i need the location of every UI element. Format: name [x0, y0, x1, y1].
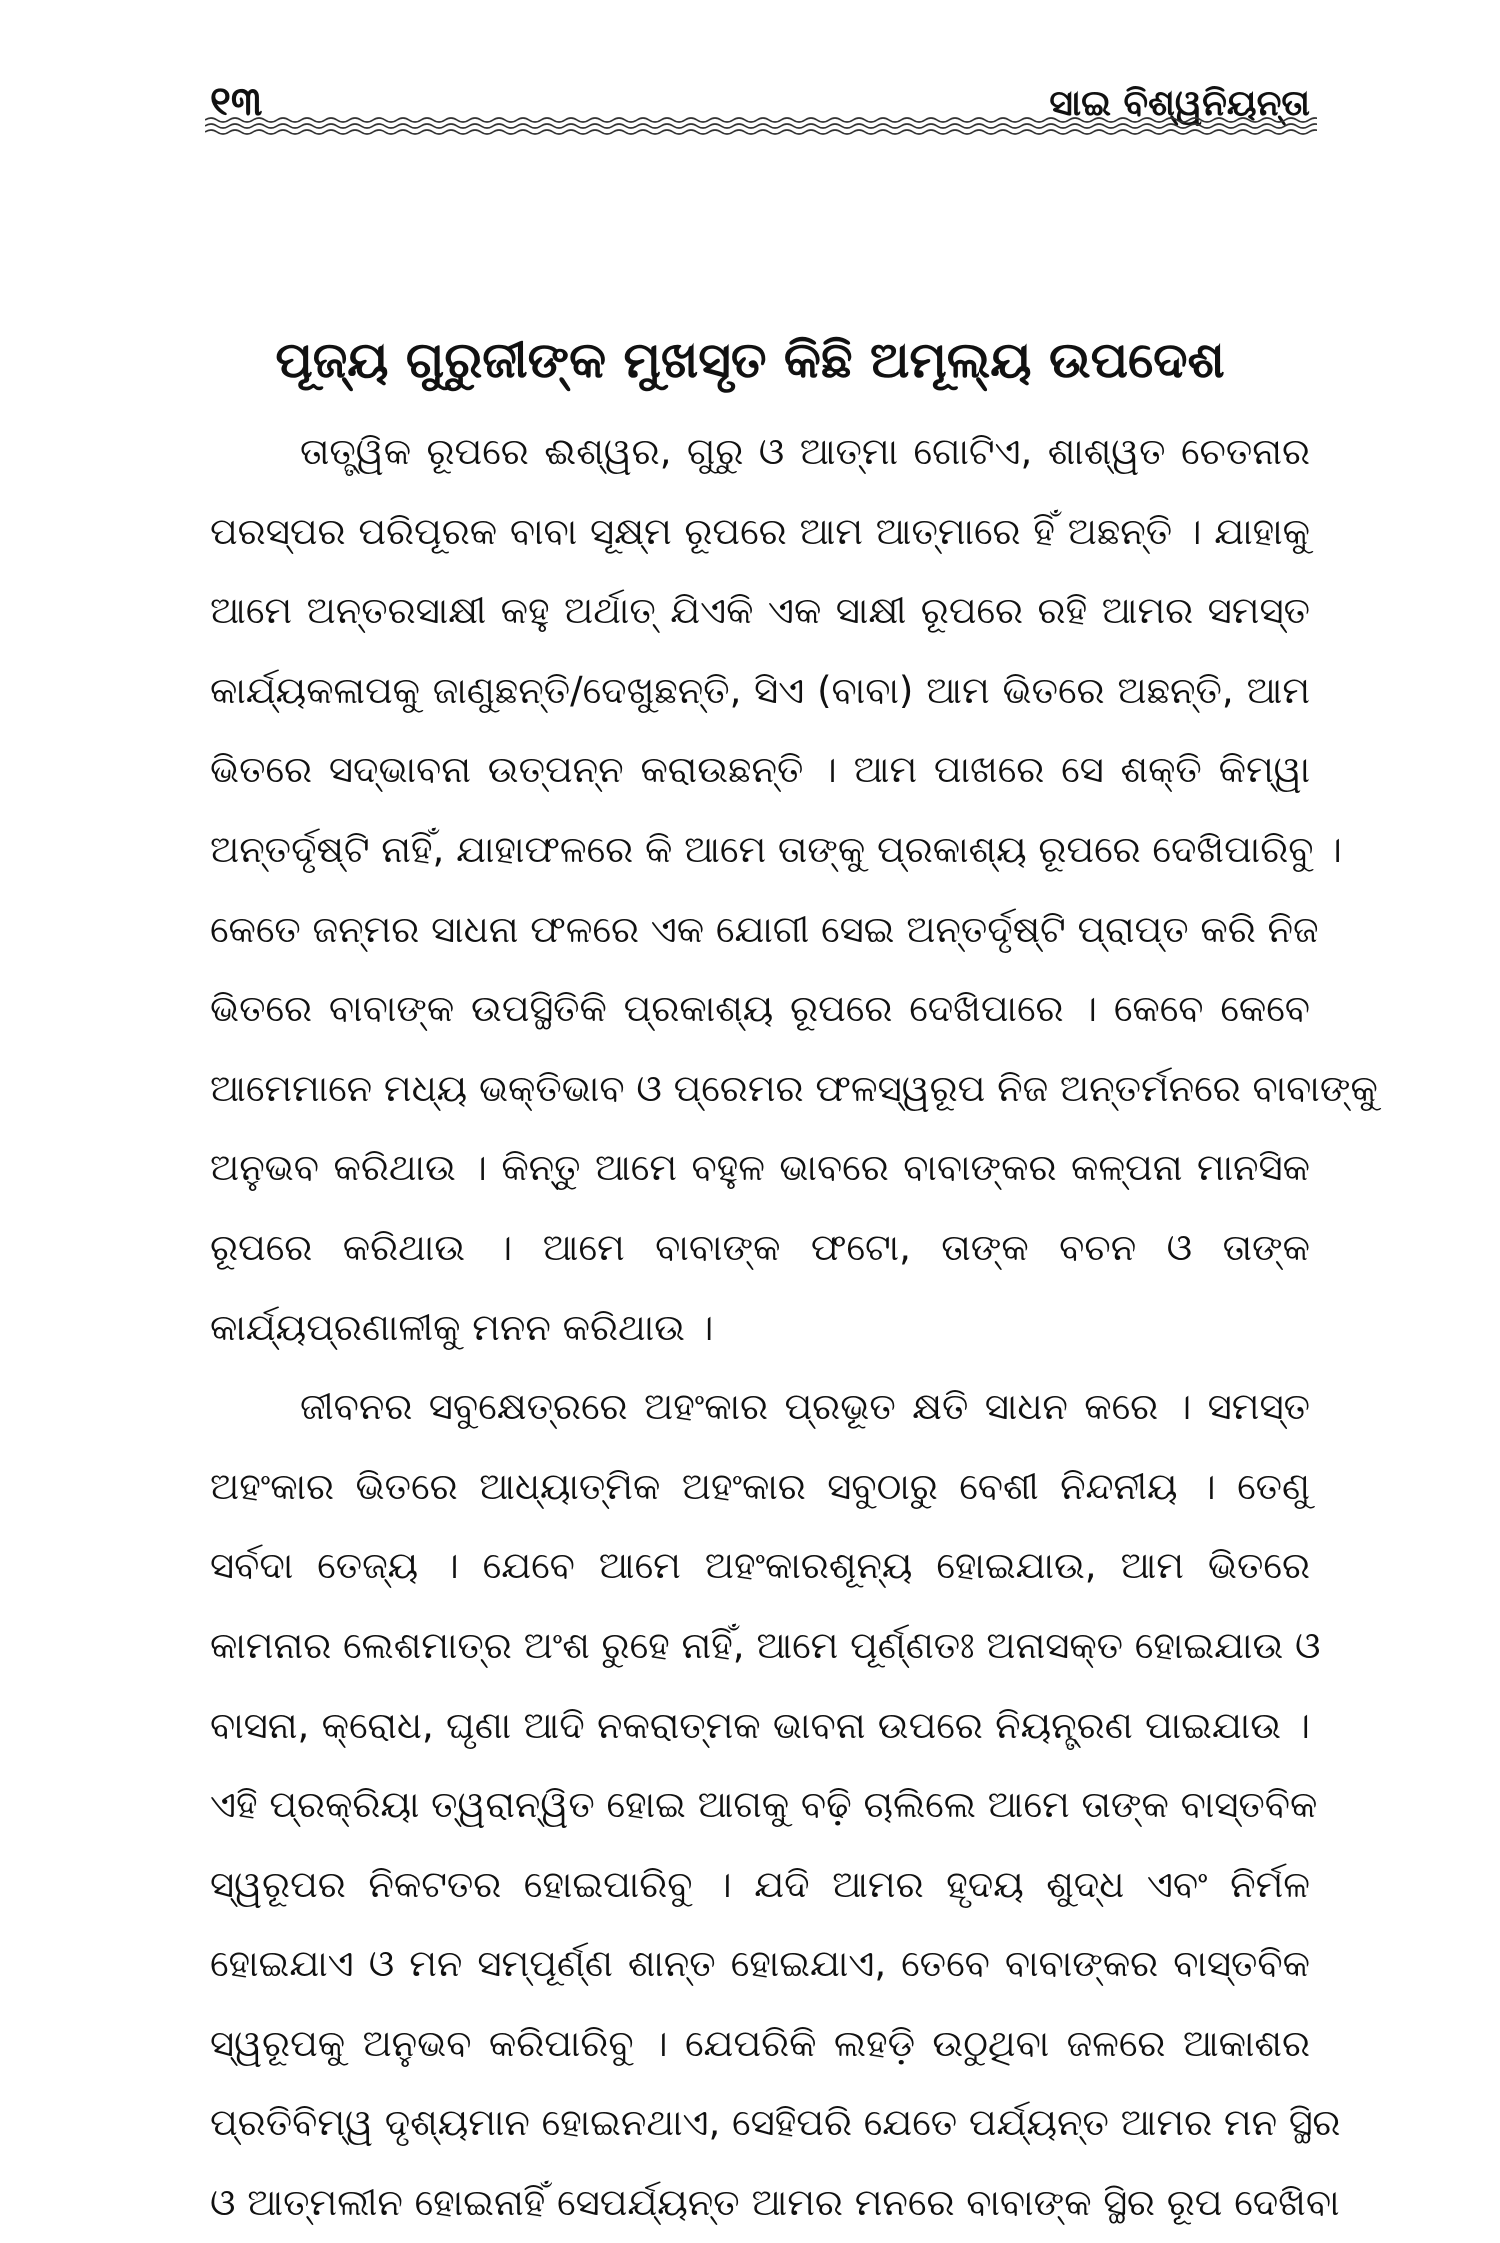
chapter-title: ପୂଜ୍ୟ ଗୁରୁଜୀଙ୍କ ମୁଖସୃତ କିଛି ଅମୂଲ୍ୟ ଉପଦେଶ: [275, 330, 1225, 389]
paragraph-1-line-4: କାର୍ଯ୍ୟକଳାପକୁ ଜାଣୁଛନ୍ତି/ଦେଖୁଛନ୍ତି, ସିଏ (ବାବା) ଆମ ଭିତରେ ଅଛନ୍ତି, ଆମ: [210, 668, 1310, 712]
paragraph-2-line-6: ଏହି ପ୍ରକ୍ରିୟା ତ୍ୱରାନ୍ୱିତ ହୋଇ ଆଗକୁ ବଢ଼ି ଚାଲିଲେ ଆମେ ତାଙ୍କ ବାସ୍ତବିକ: [210, 1783, 1318, 1827]
paragraph-1-line-12: କାର୍ଯ୍ୟପ୍ରଣାଳୀକୁ ମନନ କରିଥାଉ ।: [210, 1305, 714, 1349]
paragraph-2-line-7: ସ୍ୱରୂପର ନିକଟତର ହୋଇପାରିବୁ । ଯଦି ଆମର ହୃଦୟ ଶୁଦ୍ଧ ଏବଂ ନିର୍ମଳ: [210, 1862, 1310, 1906]
paragraph-1-line-6: ଅନ୍ତର୍ଦୃଷ୍ଟି ନାହିଁ, ଯାହାଫଳରେ କି ଆମେ ତାଙ୍କୁ ପ୍ରକାଶ୍ୟ ରୂପରେ ଦେଖିପାରିବୁ ।: [210, 827, 1342, 871]
paragraph-2-line-3: ସର୍ବଦା ତେଜ୍ୟ । ଯେବେ ଆମେ ଅହଂକାରଶୂନ୍ୟ ହୋଇଯାଉ, ଆମ ଭିତରେ: [210, 1544, 1310, 1588]
paragraph-1-line-10: ଅନୁଭବ କରିଥାଉ । କିନ୍ତୁ ଆମେ ବହୁଳ ଭାବରେ ବାବାଙ୍କର କଳ୍ପନା ମାନସିକ: [210, 1146, 1310, 1190]
wavy-line-middle: [205, 124, 1317, 128]
wavy-line-bottom: [205, 130, 1317, 134]
paragraph-2-line-2: ଅହଂକାର ଭିତରେ ଆଧ୍ୟାତ୍ମିକ ଅହଂକାର ସବୁଠାରୁ ବେଶୀ ନିନ୍ଦନୀୟ । ତେଣୁ: [210, 1464, 1310, 1508]
wavy-line-top: [205, 118, 1317, 122]
paragraph-1-line-9: ଆମେମାନେ ମଧ୍ୟ ଭକ୍ତିଭାବ ଓ ପ୍ରେମର ଫଳସ୍ୱରୂପ ନିଜ ଅନ୍ତର୍ମନରେ ବାବାଙ୍କୁ: [210, 1066, 1378, 1110]
paragraph-1-line-2: ପରସ୍ପର ପରିପୂରକ ବାବା ସୂକ୍ଷ୍ମ ରୂପରେ ଆମ ଆତ୍ମାରେ ହିଁ ଅଛନ୍ତି । ଯାହାକୁ: [210, 509, 1310, 553]
wavy-divider: [205, 114, 1317, 138]
paragraph-1-line-7: କେତେ ଜନ୍ମର ସାଧନା ଫଳରେ ଏକ ଯୋଗୀ ସେଇ ଅନ୍ତର୍ଦୃଷ୍ଟି ପ୍ରାପ୍ତ କରି ନିଜ: [210, 907, 1319, 951]
book-title: ସାଇ ବିଶ୍ୱନିୟନ୍ତା: [1049, 83, 1310, 124]
paragraph-2-line-9: ସ୍ୱରୂପକୁ ଅନୁଭବ କରିପାରିବୁ । ଯେପରିକି ଲହଡ଼ି ଉଠୁଥିବା ଜଳରେ ଆକାଶର: [210, 2021, 1310, 2065]
paragraph-2-line-10: ପ୍ରତିବିମ୍ୱ ଦୃଶ୍ୟମାନ ହୋଇନଥାଏ, ସେହିପରି ଯେତେ ପର୍ଯ୍ୟନ୍ତ ଆମର ମନ ସ୍ଥିର: [210, 2101, 1341, 2145]
paragraph-1-line-3: ଆମେ ଅନ୍ତରସାକ୍ଷୀ କହୁ ଅର୍ଥାତ୍ ଯିଏକି ଏକ ସାକ୍ଷୀ ରୂପରେ ରହି ଆମର ସମସ୍ତ: [210, 589, 1310, 633]
paragraph-2-line-8: ହୋଇଯାଏ ଓ ମନ ସମ୍ପୂର୍ଣ୍ଣ ଶାନ୍ତ ହୋଇଯାଏ, ତେବେ ବାବାଙ୍କର ବାସ୍ତବିକ: [210, 1942, 1310, 1986]
running-head: [210, 62, 1310, 125]
body-text: [210, 412, 1378, 2243]
paragraph-2-line-1: ଜୀବନର ସବୁକ୍ଷେତ୍ରରେ ଅହଂକାର ପ୍ରଭୂତ କ୍ଷତି ସାଧନ କରେ । ସମସ୍ତ: [300, 1385, 1310, 1429]
paragraph-2-line-5: ବାସନା, କ୍ରୋଧ, ଘୃଣା ଆଦି ନକରାତ୍ମକ ଭାବନା ଉପରେ ନିୟନ୍ତ୍ରଣ ପାଇଯାଉ ।: [210, 1703, 1310, 1747]
paragraph-2-line-11: ଓ ଆତ୍ମଲୀନ ହୋଇନାହିଁ ସେପର୍ଯ୍ୟନ୍ତ ଆମର ମନରେ ବାବାଙ୍କ ସ୍ଥିର ରୂପ ଦେଖିବା: [210, 2181, 1340, 2225]
paragraph-2-line-4: କାମନାର ଲେଶମାତ୍ର ଅଂଶ ରୁହେ ନାହିଁ, ଆମେ ପୂର୍ଣ୍ଣତଃ ଅନାସକ୍ତ ହୋଇଯାଉ ଓ: [210, 1623, 1321, 1667]
paragraph-1-line-1: ତାତ୍ତ୍ୱିକ ରୂପରେ ଈଶ୍ୱର, ଗୁରୁ ଓ ଆତ୍ମା ଗୋଟିଏ, ଶାଶ୍ୱତ ଚେତନାର: [300, 430, 1310, 473]
paragraph-1-line-8: ଭିତରେ ବାବାଙ୍କ ଉପସ୍ଥିତିକି ପ୍ରକାଶ୍ୟ ରୂପରେ ଦେଖିପାରେ । କେବେ କେବେ: [210, 987, 1310, 1031]
paragraph-1-line-11: ରୂପରେ କରିଥାଉ । ଆମେ ବାବାଙ୍କ ଫଟୋ, ତାଙ୍କ ବଚନ ଓ ତାଙ୍କ: [210, 1225, 1310, 1269]
paragraph-1-line-5: ଭିତରେ ସଦ୍‌ଭାବନା ଉତ୍ପନ୍ନ କରାଉଛନ୍ତି । ଆମ ପାଖରେ ସେ ଶକ୍ତି କିମ୍ୱା: [210, 748, 1310, 792]
page-number: ୧୩: [210, 79, 263, 125]
